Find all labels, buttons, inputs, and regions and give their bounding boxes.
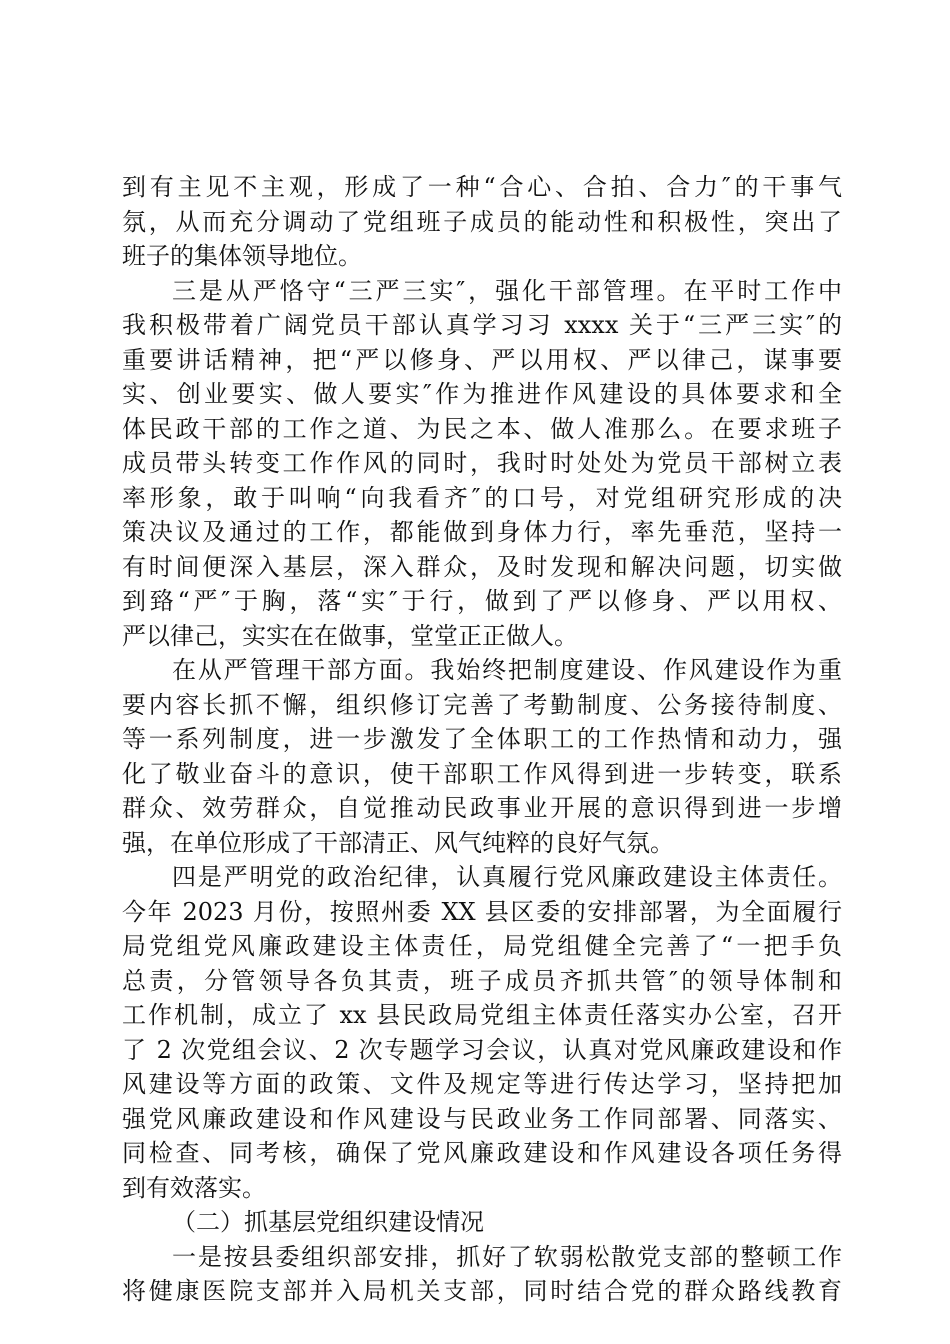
text-line: 群众、效劳群众，自觉推动民政事业开展的意识得到进一步增 xyxy=(122,794,842,822)
text-line: 化了敬业奋斗的意识，使干部职工作风得到进一步转变，联系 xyxy=(122,759,842,788)
text-line: 体民政干部的工作之道、为民之本、做人准那么。在要求班子 xyxy=(122,414,842,443)
text-line: 策决议及通过的工作，都能做到身体力行，率先垂范，坚持一 xyxy=(122,518,842,546)
text-line: 成员带头转变工作作风的同时，我时时处处为党员干部树立表 xyxy=(122,449,842,477)
text-line: 工作机制，成立了 xx 县民政局党组主体责任落实办公室，召开 xyxy=(122,1001,842,1029)
text-line: 我积极带着广阔党员干部认真学习习 xxxx 关于“三严三实″的 xyxy=(122,311,842,339)
text-line: 强党风廉政建设和作风建设与民政业务工作同部署、同落实、 xyxy=(122,1104,842,1133)
text-line: 四是严明党的政治纪律，认真履行党风廉政建设主体责任。 xyxy=(172,863,842,891)
text-line: 有时间便深入基层，深入群众，及时发现和解决问题，切实做 xyxy=(122,552,842,581)
text-line: 在从严管理干部方面。我始终把制度建设、作风建设作为重 xyxy=(172,656,842,684)
text-line: 班子的集体领导地位。 xyxy=(122,242,362,270)
text-line: 今年 2023 月份，按照州委 XX 县区委的安排部署，为全面履行 xyxy=(122,897,842,926)
text-line: 到有主见不主观，形成了一种“合心、合拍、合力″的干事气 xyxy=(122,173,842,201)
text-line: 总责，分管领导各负其责，班子成员齐抓共管″的领导体制和 xyxy=(122,966,842,995)
text-line: 到有效落实。 xyxy=(122,1173,266,1202)
text-line: 局党组党风廉政建设主体责任，局党组健全完善了“一把手负 xyxy=(122,932,842,960)
text-line: 了 2 次党组会议、2 次专题学习会议，认真对党风廉政建设和作 xyxy=(122,1035,842,1064)
text-line: 风建设等方面的政策、文件及规定等进行传达学习，坚持把加 xyxy=(122,1070,842,1098)
text-line: 到臵“严″于胸，落“实″于行，做到了严以修身、严以用权、 xyxy=(122,587,842,615)
text-line: 同检查、同考核，确保了党风廉政建设和作风建设各项任务得 xyxy=(122,1139,842,1167)
text-line: 等一系列制度，进一步激发了全体职工的工作热情和动力，强 xyxy=(122,725,842,753)
text-line: 要内容长抓不懈，组织修订完善了考勤制度、公务接待制度、 xyxy=(122,690,842,719)
text-line: 将健康医院支部并入局机关支部，同时结合党的群众路线教育 xyxy=(122,1277,842,1305)
text-line: 强，在单位形成了干部清正、风气纯粹的良好气氛。 xyxy=(122,828,674,857)
text-line: 率形象，敢于叫响“向我看齐″的口号，对党组研究形成的决 xyxy=(122,483,842,512)
text-line: 三是从严恪守“三严三实″，强化干部管理。在平时工作中 xyxy=(172,276,842,305)
text-line: 实、创业要实、做人要实″作为推进作风建设的具体要求和全 xyxy=(122,380,842,408)
section-heading: （二）抓基层党组织建设情况 xyxy=(172,1208,484,1236)
text-line: 氛，从而充分调动了党组班子成员的能动性和积极性，突出了 xyxy=(122,207,842,236)
document-body xyxy=(122,170,842,1309)
text-line: 重要讲话精神，把“严以修身、严以用权、严以律己，谋事要 xyxy=(122,345,842,374)
text-line: 严以律己，实实在在做事，堂堂正正做人。 xyxy=(122,621,578,650)
text-line: 一是按县委组织部安排，抓好了软弱松散党支部的整顿工作 xyxy=(172,1242,842,1271)
